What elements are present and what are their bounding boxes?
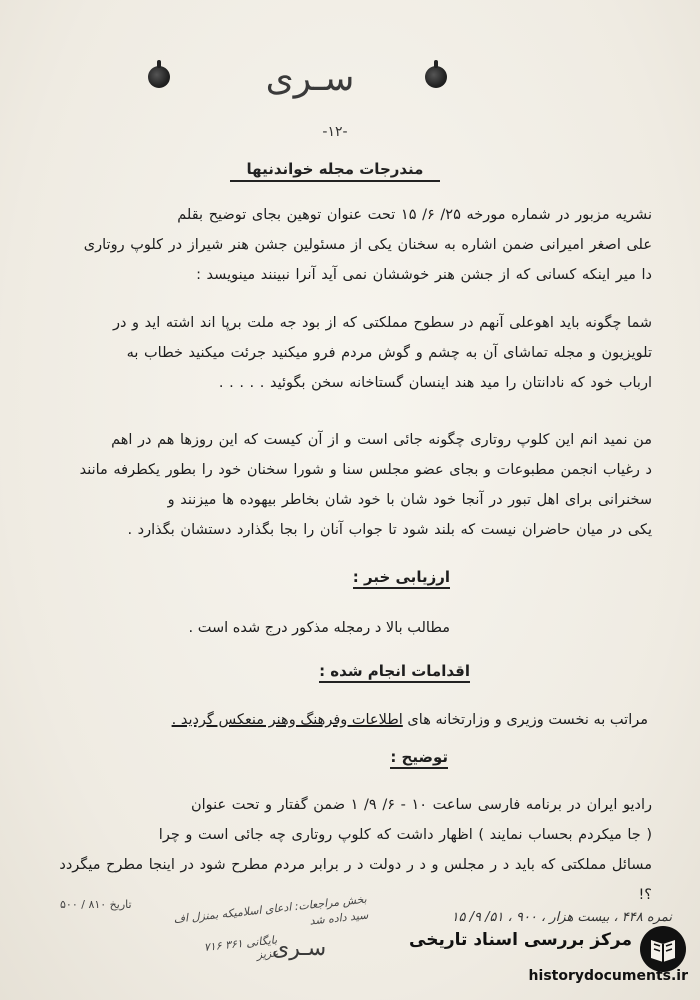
text-line: ( جا میکردم بحساب نمایند ) اظهار داشت که کلوپ روتاری چه جائی است و چرا xyxy=(158,827,652,843)
news-evaluation-body: مطالب بالا د رمجله مذکور درج شده است . xyxy=(188,620,450,636)
actions-taken-body xyxy=(48,712,648,728)
handwritten-note: بخش مراجعات: ادعای اسلامیکه بمنزل اف سید داده شد xyxy=(172,892,369,928)
text-line: یکی در میان حاضران نیست که بلند شود تا جواب آنان را بجا بگذارد دستشان بگذارد . xyxy=(127,522,652,538)
seal-icon xyxy=(148,66,170,88)
actions-highlight: اطلاعات وفرهنگ وهنر منعکس گردید . xyxy=(171,712,403,728)
footer-classification: سـری xyxy=(272,936,327,961)
text-line: علی اصغر امیرانی ضمن اشاره به سخنان یکی از مسئولین جشن هنر شیراز در کلوپ روتاری xyxy=(83,237,652,253)
paragraph-explanation xyxy=(42,790,652,910)
text-line: دا میر اینکه کسانی که از جشن هنر خوششان نمی آید آنرا نبینند مینویسد : xyxy=(196,267,652,283)
paragraph-body xyxy=(42,425,652,545)
footer-date-marks: نمره ۴۴۸ ، بیست هزار ، ۹۰۰ ، ۵۱/ ۹/ ۱۵ xyxy=(451,910,672,925)
document-header xyxy=(0,58,700,108)
text-line: مسائل مملکتی که باید د ر مجلس و د ر دولت د ر برابر مردم مطرح شود در اینجا مطرح میگردد ؟! xyxy=(59,857,652,903)
page-number: -۱۲- xyxy=(322,124,348,140)
actions-text: مراتب به نخست وزیری و وزارتخانه های xyxy=(402,712,648,728)
text-line: رادیو ایران در برنامه فارسی ساعت ۱۰ - ۶/ ۹/ ۱ ضمن گفتار و تحت عنوان xyxy=(190,797,652,813)
footer-archive-note: بایگانی ۳۶۱ ۷۱۶ عزیز xyxy=(203,933,280,962)
book-logo-icon xyxy=(638,924,688,974)
label-text: ارزیابی خبر : xyxy=(353,568,450,589)
text-line: ارباب خود که نادانتان را مید هند اینسان گستاخانه سخن بگوئید . . . . . xyxy=(218,375,652,391)
paragraph-quote xyxy=(42,308,652,398)
text-line: شما چگونه باید اهوعلی آنهم در سطوح مملکتی که از بود جه ملت برپا اند اشته اید و در xyxy=(112,315,652,331)
label-text: اقدامات انجام شده : xyxy=(319,662,470,683)
text-line: د رغیاب انجمن مطبوعات و بجای عضو مجلس سنا و شورا سخنان خود را بطور یکطرفه مانند xyxy=(79,462,652,478)
watermark xyxy=(402,924,692,990)
text-line: من نمید انم این کلوپ روتاری چگونه جائی است و از آن کیست که این روزها هم در اهم xyxy=(111,432,652,448)
text-line: تلویزیون و مجله تماشای آن به چشم و گوش مردم فرو میکنید جرئت میکنید خطاب به xyxy=(126,345,652,361)
footer-left-mark: تاریخ ۸۱۰ / ۵۰۰ xyxy=(60,898,132,911)
news-evaluation-label xyxy=(353,568,450,586)
actions-taken-label xyxy=(319,662,470,680)
text-line: نشریه مزبور در شماره مورخه ۲۵/ ۶/ ۱۵ تحت عنوان توهین بجای توضیح بقلم xyxy=(177,207,652,223)
seal-icon xyxy=(425,66,447,88)
document-title: مندرجات مجله خواندنیها xyxy=(230,160,440,182)
watermark-url[interactable]: historydocuments.ir xyxy=(528,968,688,984)
label-text: توضیح : xyxy=(390,748,448,769)
classification-stamp: سـری xyxy=(265,58,355,99)
paragraph-intro xyxy=(42,200,652,290)
watermark-title: مرکز بررسی اسناد تاریخی xyxy=(409,930,632,950)
explanation-label xyxy=(390,748,448,766)
text-line: سخنرانی برای اهل تبور در آنجا خود شان با خود شان بخاطر بیهوده ها میزنند و xyxy=(167,492,652,508)
